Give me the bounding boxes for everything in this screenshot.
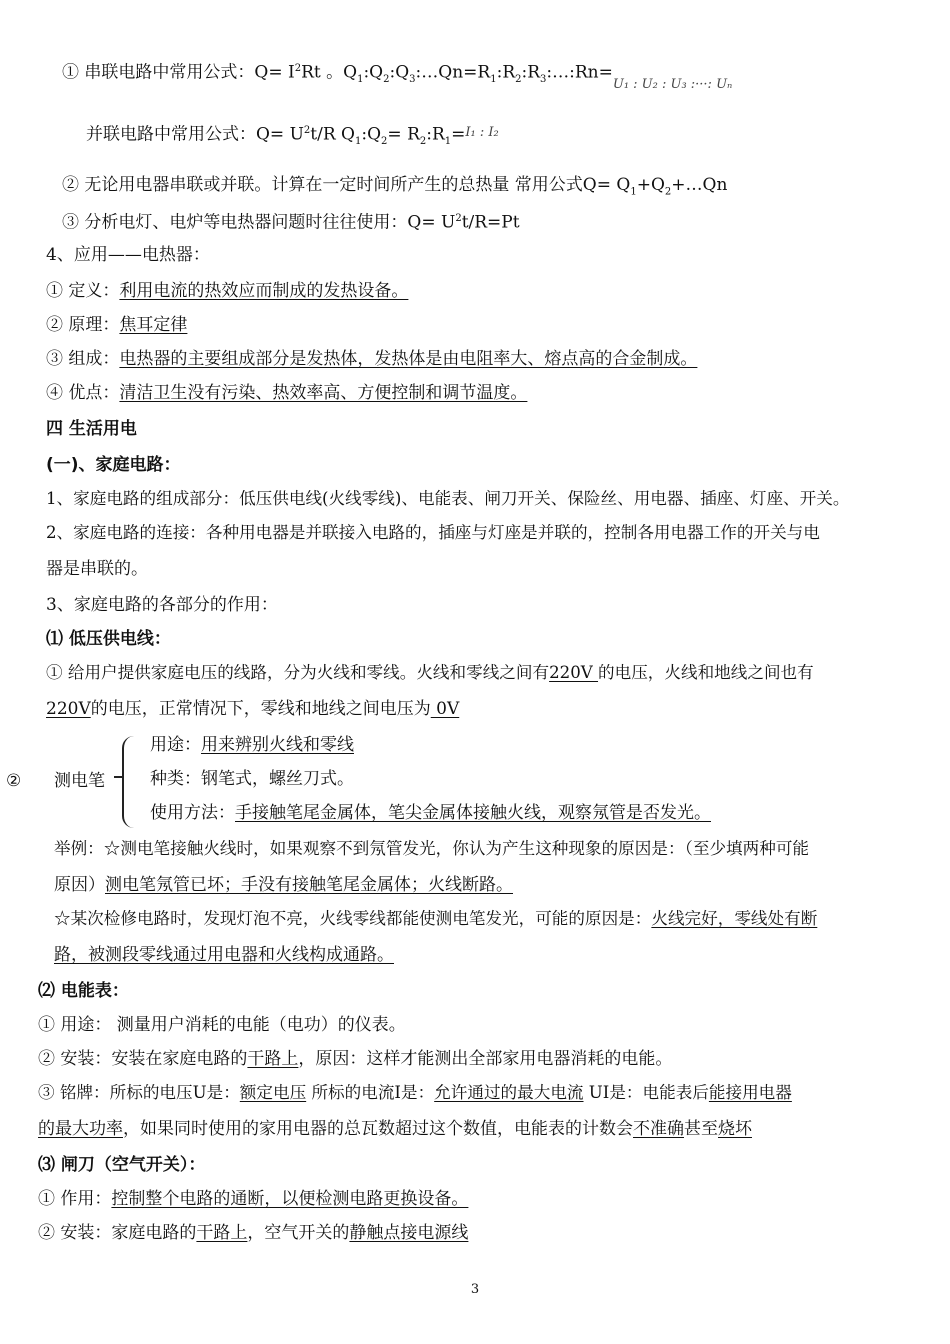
- example-3: ☆某次检修电路时，发现灯泡不亮，火线零线都能使测电笔发光，可能的原因是：火线完好，零线处有断: [54, 909, 818, 928]
- heater-definition: ① 定义：利用电流的热效应而制成的发热设备。: [46, 281, 409, 301]
- example-2: 原因）测电笔氖管已坏；手没有接触笔尾金属体；火线断路。: [54, 875, 513, 895]
- meter-nameplate-1: ③ 铭牌：所标的电压U是：额定电压 所标的电流I是：允许通过的最大电流 UI是：电能表后能接用电器: [38, 1083, 792, 1102]
- formula-total: ② 无论用电器串联或并联。计算在一定时间所产生的总热量 常用公式$Q= Q_1+Q_2+\dots Qn$: [62, 175, 728, 198]
- formula-heater: ③ 分析电灯、电炉等电热器问题时往往使用：$Q= U^2t/R=Pt$: [62, 212, 520, 233]
- heater-composition: ③ 组成：电热器的主要组成部分是发热体，发热体是由电阻率大、熔点高的合金制成。: [46, 349, 698, 369]
- section-heater: 4、应用——电热器：: [46, 245, 210, 265]
- heater-principle: ② 原理：焦耳定律: [46, 315, 188, 335]
- pen-label: 测电笔: [54, 771, 105, 791]
- ratio-currents: I₁ : I₂: [465, 124, 499, 140]
- low-voltage-1: ① 给用户提供家庭电压的线路，分为火线和零线。火线和零线之间有220V 的电压，火线和地线之间也有: [46, 663, 814, 682]
- sub-meter: ⑵ 电能表：: [38, 981, 129, 1001]
- heater-advantages: ④ 优点：清洁卫生没有污染、热效率高、方便控制和调节温度。: [46, 383, 528, 403]
- para-connection-1: 2、家庭电路的连接：各种用电器是并联接入电路的，插座与灯座是并联的，控制各用电器工作的开关与电: [46, 523, 820, 542]
- sub-switch: ⑶ 闸刀（空气开关）：: [38, 1155, 206, 1175]
- sub-low-voltage: ⑴ 低压供电线：: [46, 629, 171, 649]
- switch-install: ② 安装：家庭电路的干路上，空气开关的静触点接电源线: [38, 1223, 469, 1243]
- heading-home-circuit: (一)、家庭电路：: [46, 455, 181, 475]
- pen-kind: 种类：钢笔式，螺丝刀式。: [150, 769, 354, 789]
- para-connection-2: 器是串联的。: [46, 559, 148, 579]
- para-components: 1、家庭电路的组成部分：低压供电线(火线零线)、电能表、闸刀开关、保险丝、用电器、插座、灯座、开关。: [46, 489, 850, 508]
- para-functions: 3、家庭电路的各部分的作用：: [46, 595, 278, 615]
- switch-function: ① 作用：控制整个电路的通断，以便检测电路更换设备。: [38, 1189, 469, 1209]
- formula-series: ① 串联电路中常用公式：$Q= I^2Rt$ 。$Q_1:Q_2:Q_3:\dots Qn=R_1:R_2:R_3:\dots:Rn=_{U_1 : U_2 : U_3 :\cdot\cdot\cdot: U_n}$: [62, 62, 733, 92]
- formula-parallel: 并联电路中常用公式：$Q= U^2t/R$ $Q_1:Q_2=$ $R_2:R_1=^{I_1 : I_2}$: [86, 124, 499, 148]
- meter-nameplate-2: 的最大功率，如果同时使用的家用电器的总瓦数超过这个数值，电能表的计数会不准确甚至烧坏: [38, 1119, 752, 1139]
- example-1: 举例：☆测电笔接触火线时，如果观察不到氖管发光，你认为产生这种现象的原因是：（至少填两种可能: [54, 839, 810, 858]
- pen-use: 用途：用来辨别火线和零线: [150, 735, 354, 755]
- meter-use: ① 用途： 测量用户消耗的电能（电功）的仪表。: [38, 1015, 406, 1035]
- pen-method: 使用方法：手接触笔尾金属体，笔尖金属体接触火线，观察氖管是否发光。: [150, 803, 711, 823]
- pen-number: ②: [6, 771, 22, 791]
- example-4: 路，被测段零线通过用电器和火线构成通路。: [54, 945, 394, 965]
- heading-daily-electricity: 四 生活用电: [46, 419, 137, 439]
- meter-install: ② 安装：安装在家庭电路的干路上，原因：这样才能测出全部家用电器消耗的电能。: [38, 1049, 673, 1069]
- brace: [122, 736, 138, 828]
- ratio-voltages: U₁ : U₂ : U₃ :···: Uₙ: [612, 76, 733, 92]
- page-number: 3: [470, 1282, 480, 1297]
- low-voltage-2: 220V的电压，正常情况下，零线和地线之间电压为 0V: [46, 699, 460, 719]
